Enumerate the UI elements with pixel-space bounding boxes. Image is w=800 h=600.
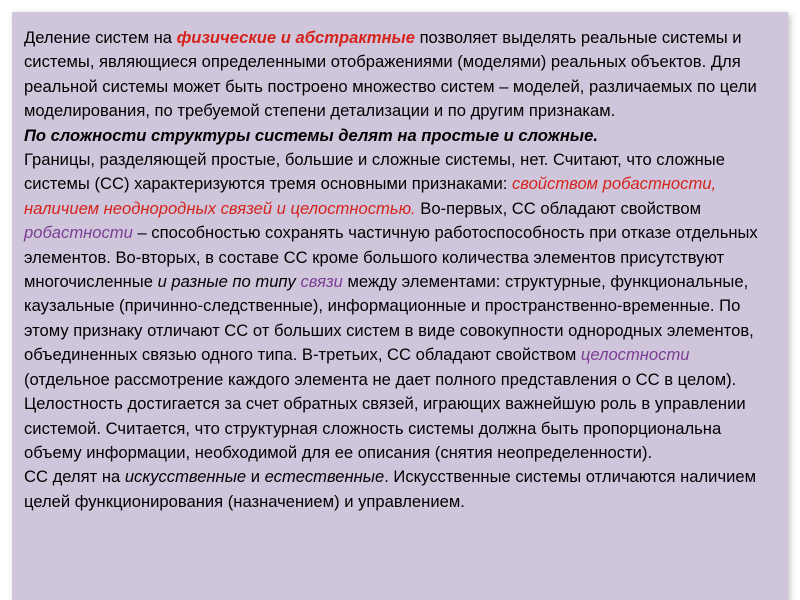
emphasis-natural: естественные xyxy=(264,467,385,487)
text-span: СС делят на xyxy=(24,467,125,487)
paragraph-complex-systems xyxy=(24,148,778,465)
highlight-integrity: целостности xyxy=(580,345,690,365)
text-span: – способностью сохранять частичную работоспособность при отказе отдельных элементов. Во-вторых, в составе СС кроме большого количества элементов присутствуют многочисленные xyxy=(24,223,758,292)
text-box xyxy=(12,12,788,600)
text-span: . Искусственные системы отличаются наличием целей функционирования (назначением) и управлением. xyxy=(24,467,757,511)
paragraph-physical-abstract xyxy=(24,26,778,124)
text-span: между элементами: структурные, функциональные, каузальные (причинно-следственные), информационные и пространственно-временные. По этому признаку отличают СС от больших систем в виде совокупности однородных элементов, объединенных связью одного типа. В-третьих, СС обладают свойством xyxy=(24,272,754,365)
highlight-links: связи xyxy=(300,272,343,292)
text-span: Деление систем на xyxy=(24,28,177,47)
highlight-physical-abstract: физические и абстрактные xyxy=(176,28,415,47)
paragraph-complexity-heading xyxy=(24,124,778,148)
text-span: и xyxy=(246,467,265,487)
heading-complexity: По сложности структуры системы делят на простые и сложные. xyxy=(24,125,598,145)
text-span: позволяет выделять реальные системы и системы, являющиеся определенными отображениями (моделями) реальных объектов. Для реальной системы может быть построено множество систем – моделей, различаемых по цели моделирования, по требуемой степени детализации и по другим признакам. xyxy=(24,28,757,121)
paragraph-artificial-natural xyxy=(24,465,778,514)
text-span: Во-первых, СС обладают свойством xyxy=(415,198,702,218)
emphasis-different-types: и разные по типу xyxy=(157,272,296,292)
highlight-robustness: робастности xyxy=(24,223,133,243)
emphasis-artificial: искусственные xyxy=(124,467,247,487)
text-span: (отдельное рассмотрение каждого элемента не дает полного представления о СС в целом). Целостность достигается за счет обратных связей, играющих важнейшую роль в управлении системой. Считается, что структурная сложность системы должна быть пропорциональна объему информации, необходимой для ее описания (снятия неопределенности). xyxy=(24,369,746,462)
highlight-three-properties: свойством робастности, наличием неоднородных связей и целостностью. xyxy=(24,174,717,218)
text-span: Границы, разделяющей простые, большие и сложные системы, нет. Считают, что сложные системы (СС) характеризуются тремя основными признаками: xyxy=(24,150,725,194)
